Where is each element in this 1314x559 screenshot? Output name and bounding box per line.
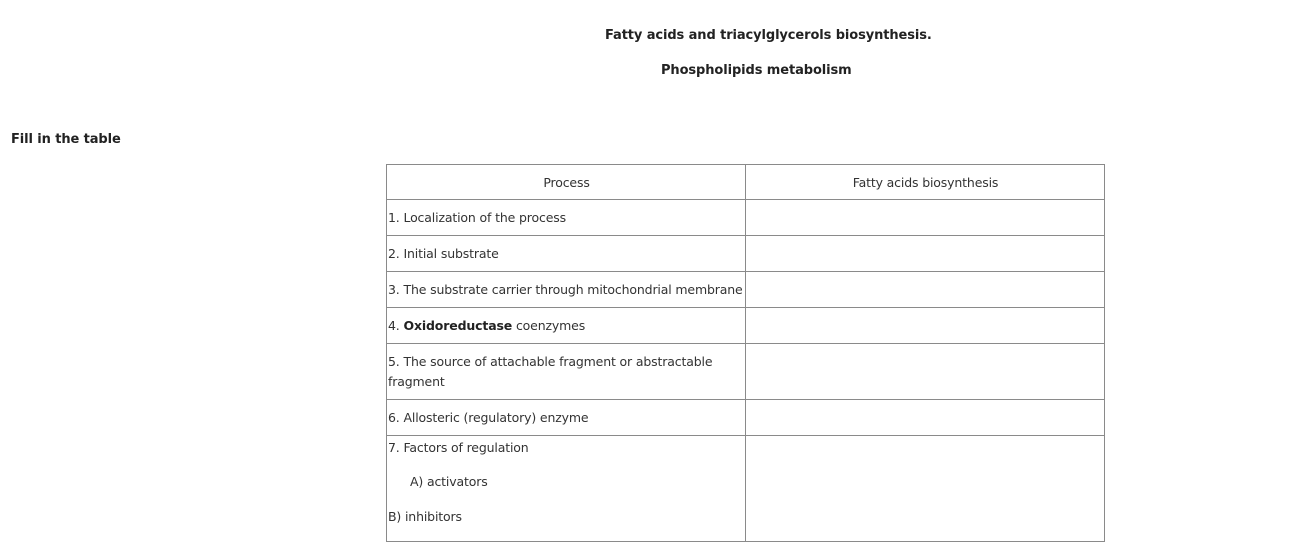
row-number: 2. bbox=[388, 246, 400, 261]
row-number: 3. bbox=[388, 282, 400, 297]
table-row bbox=[387, 236, 1105, 272]
process-cell bbox=[387, 200, 746, 236]
header-fatty-acids-biosynthesis: Fatty acids biosynthesis bbox=[746, 165, 1105, 200]
answer-cell[interactable] bbox=[746, 344, 1105, 400]
process-text: Initial substrate bbox=[403, 246, 499, 261]
instruction-text: Fill in the table bbox=[11, 132, 121, 147]
process-text: Allosteric (regulatory) enzyme bbox=[403, 410, 589, 425]
table-row bbox=[387, 400, 1105, 436]
process-cell bbox=[387, 344, 746, 400]
process-text: coenzymes bbox=[515, 318, 586, 333]
table-row bbox=[387, 308, 1105, 344]
factors-heading bbox=[388, 436, 745, 471]
table-row bbox=[387, 272, 1105, 308]
answer-cell[interactable] bbox=[746, 308, 1105, 344]
document-title: Fatty acids and triacylglycerols biosynthesis. bbox=[605, 28, 932, 43]
process-bold-term: Oxidoreductase bbox=[403, 318, 513, 333]
row-number: 7. bbox=[388, 440, 400, 455]
process-cell bbox=[387, 436, 746, 542]
process-cell bbox=[387, 308, 746, 344]
process-cell bbox=[387, 400, 746, 436]
process-text: Localization of the process bbox=[403, 210, 566, 225]
table-header-row bbox=[387, 165, 1105, 200]
row-number: 1. bbox=[388, 210, 400, 225]
row-number: 4. bbox=[388, 318, 400, 333]
row-number: 6. bbox=[388, 410, 400, 425]
process-cell bbox=[387, 272, 746, 308]
table-row bbox=[387, 344, 1105, 400]
document-subtitle: Phospholipids metabolism bbox=[661, 63, 852, 78]
factor-activators: A) activators bbox=[410, 474, 488, 489]
process-cell bbox=[387, 236, 746, 272]
process-text: The substrate carrier through mitochondrial membrane bbox=[403, 282, 743, 297]
header-process: Process bbox=[387, 165, 746, 200]
factor-inhibitors: B) inhibitors bbox=[388, 509, 462, 524]
fill-in-table bbox=[386, 164, 1105, 542]
answer-cell[interactable] bbox=[746, 236, 1105, 272]
table-row bbox=[387, 436, 1105, 542]
process-text: The source of attachable fragment or abstractable fragment bbox=[388, 353, 713, 389]
answer-cell[interactable] bbox=[746, 272, 1105, 308]
process-text: Factors of regulation bbox=[403, 440, 529, 455]
answer-cell[interactable] bbox=[746, 436, 1105, 542]
table-row bbox=[387, 200, 1105, 236]
answer-cell[interactable] bbox=[746, 200, 1105, 236]
answer-cell[interactable] bbox=[746, 400, 1105, 436]
row-number: 5. bbox=[388, 353, 400, 369]
